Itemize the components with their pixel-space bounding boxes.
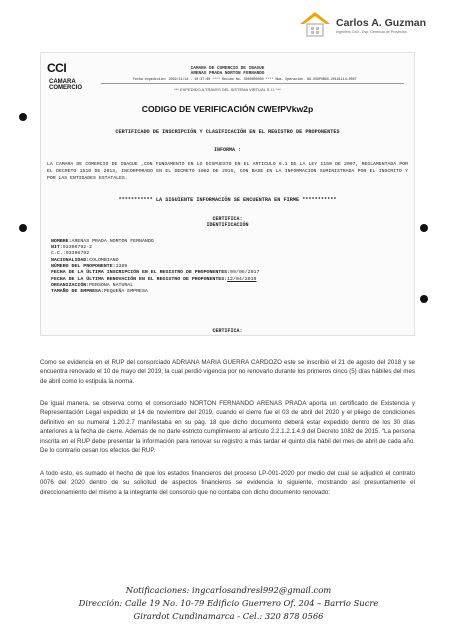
verification-code: CODIGO DE VERIFICACIÓN CWEfPVkw2p [141, 104, 314, 114]
field-row: TAMAÑO DE EMPRESA:PEQUEÑA EMPRESA [51, 289, 148, 294]
footer-email: Notificaciones: ingcarlosandresl992@gmail.com [125, 585, 332, 595]
paragraph: De igual manera, se observa como el consorciado NORTON FERNANDO ARENAS PRADA aporta un certificado de Existencia y Representación Legal expedido el 14 de noviembre del 2019, cuando el cierre fue el 03 de abril del 2020 y el pliego de condiciones definitivo en su numeral 1.20.2.7 manifestaba en su pág. 18 que dicho documento deberá estar expedido dentro de los 30 días anteriores a la fecha de cierre. Además de no darle estricto cumplimiento al artículo 2.2.1.2.1.4.9 del Decreto 1082 de 2015. "La persona inscrita en el RUP debe presentar la información para renovar su registro a más tardar el quinto día hábil del mes de abril de cada año. De lo contrario cesan los efectos del RUP. [40, 400, 415, 455]
field-row: NÚMERO DEL PROPONENTE:1389 [51, 264, 128, 269]
binder-hole [19, 224, 27, 232]
certificate-image [40, 52, 415, 336]
firme-line: *********** LA SIGUIENTE INFORMACIÓN SE ENCUENTRA EN FIRME *********** [118, 197, 337, 203]
issue-meta: Fecha expedición: 2019/11/14 - 10:37:40 **** Recibo No. S000000000 **** Num. Operación. 99-USUPUBXX-20191114-0007 [133, 77, 357, 81]
house-logo-icon [298, 10, 332, 38]
certifica-heading: CERTIFICA: [212, 216, 243, 222]
certificate-body: LA CAMARA DE COMERCIO DE IBAGUE ,CON FUNDAMENTO EN LO DISPUESTO EN EL ARTICULO 6.1 DE LA LEY 1150 DE 2007, REGLAMENTADA POR EL DECRETO 1510 DE 2013, INCORPORADO EN EL DECRETO 1082 DE 2015, CON BASE EN LA INFORMACION SUMINISTRADA POR EL INSCRITO Y POR LAS ENTIDADES ESTATALES. [47, 162, 408, 182]
chamber-logo-word: CAMARA COMERCIO [49, 79, 82, 91]
informa-heading: INFORMA : [213, 147, 241, 153]
field-row: ORGANIZACIÓN:PERSONA NATURAL [51, 283, 134, 288]
field-row: FECHA DE LA ÚLTIMA INSCRIPCIÓN EN EL REGISTRO DE PROPONENTES:09/08/2017 [51, 270, 260, 275]
proponent-name-header: ARENAS PRADA NORTON FERNANDO [190, 71, 265, 76]
binder-hole [19, 113, 27, 121]
footer-phone: Girardot Cundinamarca - Cel.: 320 878 0566 [133, 611, 324, 621]
brand-name: Carlos A. Guzman [336, 17, 427, 29]
field-row: FECHA DE LA ÚLTIMA RENOVACIÓN EN EL REGISTRO DE PROPONENTES:12/04/2019 [51, 277, 257, 282]
field-row: NACIONALIDAD:COLOMBIANO [51, 258, 119, 263]
binder-hole [420, 224, 428, 232]
footer-address: Dirección: Calle 19 No. 10-79 Edificio Guerrero Of. 204 – Barrio Sucre [78, 598, 379, 608]
brand-logo [298, 10, 448, 40]
chamber-name: CAMARA DE COMERCIO DE IBAGUE [190, 66, 265, 71]
identificacion-heading: IDENTIFICACIÓN [206, 222, 249, 228]
certifica-heading-2: CERTIFICA: [212, 328, 243, 334]
paragraph: A todo esto, es sumado el hecho de que los estados financieros del proceso LP-001-2020 por medio del cual se adjudicó el contrato 0076 del 2020 dentro de su solicitud de aspectos financieros se evidencia lo siguiente, mostrando así presuntamente el direccionamiento del mismo a la integrante del consorcio que no contaba con dicho documento renovado: [40, 470, 415, 496]
field-row: NOMBRE:ARENAS PRADA NORTON FERNANDO [51, 239, 154, 244]
chamber-logo-mark: CCI [47, 61, 67, 75]
field-row: NIT:93396792-2 [51, 245, 93, 250]
brand-subtitle: Ingeniero Civil - Esp. Gerencia de Proyectos [336, 30, 407, 34]
header-divider [101, 83, 404, 84]
field-row: C.C.:93396792 [51, 251, 90, 256]
virtual-note: *** EXPEDIDO A TRAVES DEL SISTEMA VIRTUAL S.I.I. *** [174, 87, 281, 92]
paragraph: Como se evidencia en el RUP del consorciado ADRIANA MARIA GUERRA CARDOZO este se inscribió el 21 de agosto del 2018 y se encuentra renovado el 10 de mayo del 2019; la cual perdió vigencia por no renovarlo durante los primeros cinco (5) días hábiles del mes de abril como lo estipula la norma. [40, 359, 415, 385]
certificate-title: CERTIFICADO DE INSCRIPCIÓN Y CLASIFICACIÓN EN EL REGISTRO DE PROPONENTES [115, 129, 340, 135]
binder-hole [420, 295, 428, 303]
